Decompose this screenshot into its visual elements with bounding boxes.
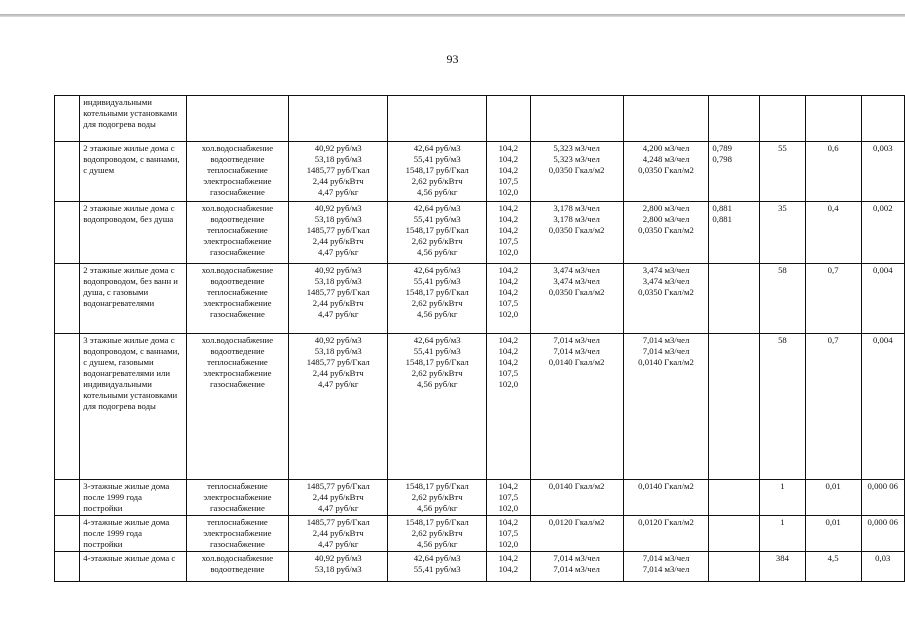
cell-line: 55,41 руб/м3 — [413, 154, 461, 164]
cell-line: 42,64 руб/м3 — [413, 553, 461, 563]
services-cell — [186, 202, 289, 264]
row-marker-cell — [55, 334, 80, 480]
cell-line: 104,2 — [498, 564, 519, 574]
cell-line: 4,47 руб/кг — [318, 309, 359, 319]
cell-line: газоснабжение — [209, 503, 265, 513]
cell-line: газоснабжение — [209, 187, 265, 197]
norm-new-cell — [623, 202, 709, 264]
cell-line: теплоснабжение — [207, 287, 268, 297]
cell-line: 4,47 руб/кг — [318, 503, 359, 513]
cell-line: 4,47 руб/кг — [318, 379, 359, 389]
cell-line: 53,18 руб/м3 — [314, 564, 362, 574]
cell-line: 0,0120 Гкал/м2 — [638, 517, 694, 527]
coef-cell — [709, 552, 760, 582]
cell-line: 2,62 руб/кВтч — [411, 236, 463, 246]
cell-text: 4-этажные жилые дома после 1999 года постройки — [83, 517, 170, 549]
cell-line: 104,2 — [498, 481, 519, 491]
cell-line: 104,2 — [498, 225, 519, 235]
cell-line: 1548,17 руб/Гкал — [405, 225, 469, 235]
tariff-old-cell — [289, 202, 388, 264]
cell-line: 7,014 м3/чел — [553, 553, 600, 563]
cell-line: 7,014 м3/чел — [642, 564, 690, 574]
cell-line: водоотведение — [210, 154, 265, 164]
cell-line: 104,2 — [498, 154, 519, 164]
cell-line: 102,0 — [498, 247, 519, 257]
consumers-cell — [760, 552, 806, 582]
cell-line: хол.водоснабжение — [201, 203, 274, 213]
cell-line: 104,2 — [498, 357, 519, 367]
cell-line: 3,178 м3/чел — [553, 214, 600, 224]
index-cell — [487, 334, 530, 480]
cell-line: 104,2 — [498, 287, 519, 297]
scan-top-edge — [0, 14, 905, 17]
cell-line: 4,56 руб/кг — [416, 247, 458, 257]
share-cell — [861, 334, 904, 480]
cell-line: 0,0350 Гкал/м2 — [548, 287, 605, 297]
services-cell — [186, 552, 289, 582]
cell-line: газоснабжение — [209, 247, 265, 257]
services-cell — [186, 96, 289, 142]
cell-line: 104,2 — [498, 346, 519, 356]
cell-line: 42,64 руб/м3 — [413, 335, 461, 345]
page-number: 93 — [446, 52, 459, 66]
cell-line: 104,2 — [498, 517, 519, 527]
services-cell — [186, 142, 289, 202]
cell-text: 1 — [780, 517, 785, 527]
cell-line: 3,474 м3/чел — [642, 276, 690, 286]
cell-line: 53,18 руб/м3 — [314, 214, 362, 224]
cell-line: водоотведение — [210, 346, 265, 356]
table-row — [55, 264, 905, 334]
amount-cell — [805, 516, 861, 552]
cell-line: 4,200 м3/чел — [642, 143, 690, 153]
index-cell — [487, 552, 530, 582]
cell-text: 58 — [778, 335, 787, 345]
amount-cell — [805, 334, 861, 480]
share-cell — [861, 516, 904, 552]
cell-line: газоснабжение — [209, 379, 265, 389]
cell-text: 0,01 — [825, 517, 841, 527]
cell-text: 0,000 06 — [867, 481, 898, 491]
cell-line: 2,62 руб/кВтч — [411, 176, 463, 186]
tariff-new-cell — [388, 552, 487, 582]
cell-line: 4,56 руб/кг — [416, 379, 458, 389]
cell-line: 1548,17 руб/Гкал — [405, 357, 469, 367]
tariff-old-cell — [289, 516, 388, 552]
cell-text: 0,002 — [872, 203, 893, 213]
cell-line: 4,248 м3/чел — [642, 154, 690, 164]
cell-text: 0,000 06 — [867, 517, 898, 527]
cell-line: 7,014 м3/чел — [642, 346, 690, 356]
cell-line: 102,0 — [498, 187, 519, 197]
norm-new-cell — [623, 142, 709, 202]
tariff-new-cell — [388, 96, 487, 142]
cell-line: 107,5 — [498, 492, 519, 502]
cell-line: 2,44 руб/кВтч — [312, 236, 364, 246]
cell-line: 1485,77 руб/Гкал — [306, 287, 370, 297]
category-cell — [80, 96, 186, 142]
cell-line: 3,178 м3/чел — [553, 203, 600, 213]
cell-line: 40,92 руб/м3 — [314, 553, 362, 563]
cell-line: 104,2 — [498, 214, 519, 224]
norm-old-cell — [530, 334, 623, 480]
share-cell — [861, 264, 904, 334]
tariff-new-cell — [388, 516, 487, 552]
cell-text: 0,03 — [875, 553, 891, 563]
cell-line: 107,5 — [498, 176, 519, 186]
cell-line: 102,0 — [498, 309, 519, 319]
cell-line: 2,44 руб/кВтч — [312, 176, 364, 186]
cell-line: 0,0350 Гкал/м2 — [638, 165, 694, 175]
cell-line: электроснабжение — [203, 176, 272, 186]
services-cell — [186, 334, 289, 480]
cell-line: 107,5 — [498, 298, 519, 308]
tariff-new-cell — [388, 264, 487, 334]
cell-line: 1485,77 руб/Гкал — [306, 481, 370, 491]
share-cell — [861, 202, 904, 264]
cell-line: 55,41 руб/м3 — [413, 276, 461, 286]
category-cell — [80, 516, 186, 552]
cell-line: 102,0 — [498, 503, 519, 513]
cell-line: 0,0350 Гкал/м2 — [548, 225, 605, 235]
cell-text: 2 этажные жилые дома с водопроводом, с ваннами, с душем — [83, 143, 180, 175]
cell-line: водоотведение — [210, 564, 265, 574]
consumers-cell — [760, 142, 806, 202]
coef-cell — [709, 264, 760, 334]
cell-line: хол.водоснабжение — [201, 335, 274, 345]
cell-line: 104,2 — [498, 276, 519, 286]
category-cell — [80, 334, 186, 480]
cell-text: 55 — [778, 143, 787, 153]
cell-line: хол.водоснабжение — [201, 265, 274, 275]
cell-line: 102,0 — [498, 539, 519, 549]
tariff-old-cell — [289, 480, 388, 516]
cell-line: 4,47 руб/кг — [318, 247, 359, 257]
coef-cell — [709, 202, 760, 264]
coef-cell — [709, 516, 760, 552]
category-cell — [80, 202, 186, 264]
norm-new-cell — [623, 264, 709, 334]
cell-line: 0,798 — [712, 154, 732, 164]
table-row — [55, 516, 905, 552]
cell-line: 55,41 руб/м3 — [413, 346, 461, 356]
amount-cell — [805, 480, 861, 516]
category-cell — [80, 264, 186, 334]
cell-text: 3-этажные жилые дома после 1999 года постройки — [83, 481, 170, 513]
cell-line: теплоснабжение — [207, 165, 268, 175]
table-row — [55, 480, 905, 516]
amount-cell — [805, 202, 861, 264]
norm-old-cell — [530, 202, 623, 264]
cell-text: 0,004 — [872, 335, 893, 345]
cell-line: 0,0140 Гкал/м2 — [548, 357, 605, 367]
cell-line: теплоснабжение — [207, 357, 268, 367]
consumers-cell — [760, 202, 806, 264]
cell-line: 5,323 м3/чел — [553, 154, 600, 164]
share-cell — [861, 96, 904, 142]
cell-text: 2 этажные жилые дома с водопроводом, без душа — [83, 203, 175, 224]
index-cell — [487, 96, 530, 142]
index-cell — [487, 516, 530, 552]
cell-line: 1548,17 руб/Гкал — [405, 481, 469, 491]
cell-line: 4,56 руб/кг — [416, 309, 458, 319]
cell-line: 0,0140 Гкал/м2 — [638, 481, 694, 491]
tariff-new-cell — [388, 334, 487, 480]
cell-line: 2,62 руб/кВтч — [411, 492, 463, 502]
cell-line: 53,18 руб/м3 — [314, 154, 362, 164]
services-cell — [186, 264, 289, 334]
norm-old-cell — [530, 96, 623, 142]
cell-line: 104,2 — [498, 265, 519, 275]
cell-line: 2,800 м3/чел — [642, 203, 690, 213]
cell-text: 0,01 — [825, 481, 841, 491]
coef-cell — [709, 480, 760, 516]
cell-text: 2 этажные жилые дома с водопроводом, без ванн и душа, с газовыми водонагревателями — [83, 265, 178, 308]
cell-line: 4,47 руб/кг — [318, 539, 359, 549]
cell-line: 104,2 — [498, 553, 519, 563]
amount-cell — [805, 96, 861, 142]
cell-text: 0,7 — [827, 265, 839, 275]
cell-text: 3 этажные жилые дома с водопроводом, с ваннами, с душем, газовыми водонагревателями или индивидуальными котельными установками для подогрева воды — [83, 335, 180, 411]
cell-line: 0,0350 Гкал/м2 — [638, 225, 694, 235]
cell-text: 384 — [775, 553, 789, 563]
row-marker-cell — [55, 202, 80, 264]
row-marker-cell — [55, 516, 80, 552]
norm-new-cell — [623, 334, 709, 480]
norm-new-cell — [623, 516, 709, 552]
cell-line: 3,474 м3/чел — [553, 276, 600, 286]
cell-line: 102,0 — [498, 379, 519, 389]
cell-line: 1485,77 руб/Гкал — [306, 225, 370, 235]
cell-text: индивидуальными котельными установками для подогрева воды — [83, 97, 178, 129]
tariff-new-cell — [388, 480, 487, 516]
cell-line: 3,474 м3/чел — [553, 265, 600, 275]
cell-line: 2,44 руб/кВтч — [312, 528, 364, 538]
cell-line: 104,2 — [498, 203, 519, 213]
cell-line: электроснабжение — [203, 236, 272, 246]
cell-text: 1 — [780, 481, 785, 491]
norm-old-cell — [530, 516, 623, 552]
cell-line: 2,62 руб/кВтч — [411, 298, 463, 308]
cell-line: электроснабжение — [203, 368, 272, 378]
cell-line: электроснабжение — [203, 492, 272, 502]
cell-line: 1485,77 руб/Гкал — [306, 517, 370, 527]
cell-line: хол.водоснабжение — [201, 553, 274, 563]
cell-line: 2,62 руб/кВтч — [411, 368, 463, 378]
cell-line: 5,323 м3/чел — [553, 143, 600, 153]
cell-line: электроснабжение — [203, 528, 272, 538]
cell-line: 104,2 — [498, 335, 519, 345]
cell-line: 107,5 — [498, 528, 519, 538]
cell-line: 107,5 — [498, 368, 519, 378]
norm-old-cell — [530, 142, 623, 202]
tariff-old-cell — [289, 264, 388, 334]
services-cell — [186, 480, 289, 516]
cell-text: 0,003 — [872, 143, 893, 153]
cell-line: 1485,77 руб/Гкал — [306, 357, 370, 367]
tariff-old-cell — [289, 96, 388, 142]
norm-new-cell — [623, 480, 709, 516]
row-marker-cell — [55, 552, 80, 582]
table-row — [55, 202, 905, 264]
row-marker-cell — [55, 142, 80, 202]
share-cell — [861, 142, 904, 202]
cell-text: 4,5 — [827, 553, 839, 563]
cell-line: 107,5 — [498, 236, 519, 246]
cell-line: 2,44 руб/кВтч — [312, 298, 364, 308]
cell-line: газоснабжение — [209, 539, 265, 549]
table-row — [55, 552, 905, 582]
index-cell — [487, 480, 530, 516]
consumers-cell — [760, 96, 806, 142]
cell-line: 4,56 руб/кг — [416, 539, 458, 549]
cell-line: 104,2 — [498, 143, 519, 153]
cell-line: 7,014 м3/чел — [553, 335, 600, 345]
cell-line: 2,44 руб/кВтч — [312, 492, 364, 502]
row-marker-cell — [55, 96, 80, 142]
cell-line: 0,0140 Гкал/м2 — [638, 357, 694, 367]
amount-cell — [805, 142, 861, 202]
amount-cell — [805, 552, 861, 582]
cell-line: 0,0140 Гкал/м2 — [548, 481, 605, 491]
cell-line: 40,92 руб/м3 — [314, 203, 362, 213]
index-cell — [487, 264, 530, 334]
amount-cell — [805, 264, 861, 334]
cell-line: 2,800 м3/чел — [642, 214, 690, 224]
tariff-table — [54, 95, 905, 582]
cell-text: 35 — [778, 203, 787, 213]
category-cell — [80, 480, 186, 516]
cell-text: 58 — [778, 265, 787, 275]
coef-cell — [709, 334, 760, 480]
consumers-cell — [760, 480, 806, 516]
cell-line: 7,014 м3/чел — [642, 335, 690, 345]
cell-text: 0,6 — [827, 143, 839, 153]
norm-old-cell — [530, 552, 623, 582]
cell-line: водоотведение — [210, 214, 265, 224]
cell-line: 1548,17 руб/Гкал — [405, 517, 469, 527]
cell-text: 4-этажные жилые дома с — [83, 553, 176, 563]
cell-line: 42,64 руб/м3 — [413, 143, 461, 153]
consumers-cell — [760, 334, 806, 480]
cell-line: 4,56 руб/кг — [416, 503, 458, 513]
cell-line: 0,0350 Гкал/м2 — [638, 287, 694, 297]
table-row — [55, 96, 905, 142]
cell-line: теплоснабжение — [207, 517, 268, 527]
cell-line: теплоснабжение — [207, 225, 268, 235]
table-row — [55, 142, 905, 202]
cell-line: 53,18 руб/м3 — [314, 276, 362, 286]
tariff-old-cell — [289, 142, 388, 202]
cell-line: 2,44 руб/кВтч — [312, 368, 364, 378]
cell-line: 42,64 руб/м3 — [413, 265, 461, 275]
consumers-cell — [760, 264, 806, 334]
tariff-new-cell — [388, 142, 487, 202]
cell-line: 1548,17 руб/Гкал — [405, 287, 469, 297]
share-cell — [861, 480, 904, 516]
coef-cell — [709, 142, 760, 202]
index-cell — [487, 202, 530, 264]
cell-line: 55,41 руб/м3 — [413, 564, 461, 574]
cell-line: 4,47 руб/кг — [318, 187, 359, 197]
cell-line: 3,474 м3/чел — [642, 265, 690, 275]
cell-line: 0,0350 Гкал/м2 — [548, 165, 605, 175]
cell-line: 104,2 — [498, 165, 519, 175]
cell-text: 0,004 — [872, 265, 893, 275]
cell-line: водоотведение — [210, 276, 265, 286]
row-marker-cell — [55, 264, 80, 334]
consumers-cell — [760, 516, 806, 552]
row-marker-cell — [55, 480, 80, 516]
tariff-old-cell — [289, 334, 388, 480]
cell-line: 7,014 м3/чел — [553, 564, 600, 574]
index-cell — [487, 142, 530, 202]
services-cell — [186, 516, 289, 552]
cell-line: теплоснабжение — [207, 481, 268, 491]
cell-line: 53,18 руб/м3 — [314, 346, 362, 356]
cell-line: 0,881 — [712, 203, 732, 213]
cell-line: 55,41 руб/м3 — [413, 214, 461, 224]
cell-line: хол.водоснабжение — [201, 143, 274, 153]
cell-line: 1485,77 руб/Гкал — [306, 165, 370, 175]
norm-new-cell — [623, 552, 709, 582]
category-cell — [80, 142, 186, 202]
table-row — [55, 334, 905, 480]
norm-new-cell — [623, 96, 709, 142]
cell-line: 40,92 руб/м3 — [314, 265, 362, 275]
cell-line: 1548,17 руб/Гкал — [405, 165, 469, 175]
coef-cell — [709, 96, 760, 142]
cell-line: 0,881 — [712, 214, 732, 224]
cell-line: 40,92 руб/м3 — [314, 335, 362, 345]
tariff-new-cell — [388, 202, 487, 264]
tariff-old-cell — [289, 552, 388, 582]
cell-line: 4,56 руб/кг — [416, 187, 458, 197]
cell-line: 0,789 — [712, 143, 732, 153]
cell-line: 7,014 м3/чел — [642, 553, 690, 563]
cell-line: 7,014 м3/чел — [553, 346, 600, 356]
cell-line: электроснабжение — [203, 298, 272, 308]
cell-line: 42,64 руб/м3 — [413, 203, 461, 213]
cell-text: 0,7 — [827, 335, 839, 345]
cell-line: 40,92 руб/м3 — [314, 143, 362, 153]
cell-line: 2,62 руб/кВтч — [411, 528, 463, 538]
cell-line: газоснабжение — [209, 309, 265, 319]
norm-old-cell — [530, 264, 623, 334]
share-cell — [861, 552, 904, 582]
cell-line: 0,0120 Гкал/м2 — [548, 517, 605, 527]
cell-text: 0,4 — [827, 203, 839, 213]
category-cell — [80, 552, 186, 582]
norm-old-cell — [530, 480, 623, 516]
